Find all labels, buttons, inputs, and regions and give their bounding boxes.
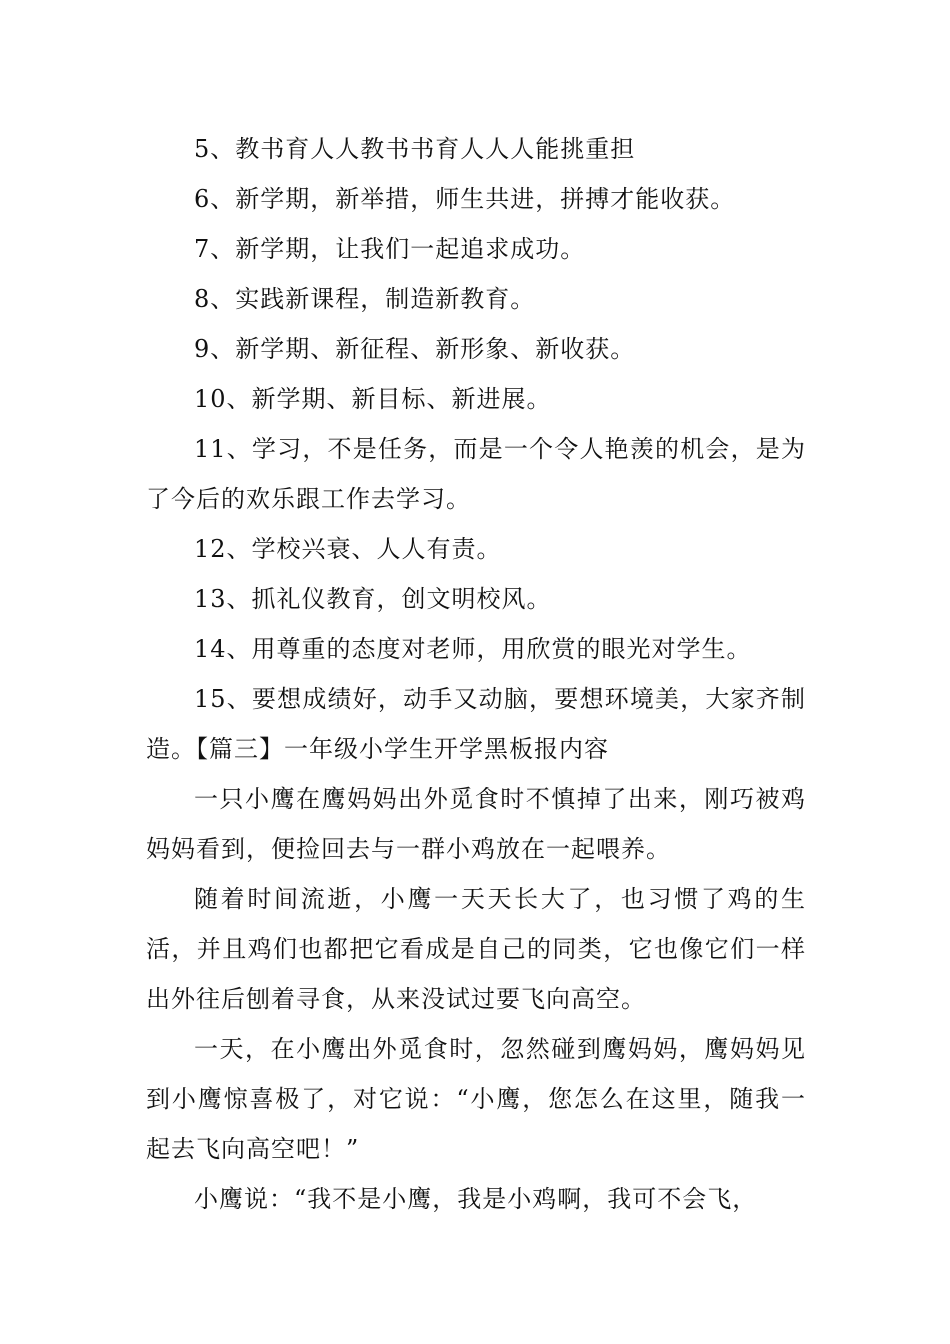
story-paragraph-2: 随着时间流逝，小鹰一天天长大了，也习惯了鸡的生活，并且鸡们也都把它看成是自己的同类，它也像它们一样出外往后刨着寻食，从来没试过要飞向高空。 (146, 885, 806, 1013)
story-paragraph-1: 一只小鹰在鹰妈妈出外觅食时不慎掉了出来，刚巧被鸡妈妈看到，便捡回去与一群小鸡放在一起喂养。 (146, 785, 806, 863)
paragraph-slogan-6: 6、新学期，新举措，师生共进，拼搏才能收获。 (194, 185, 736, 213)
paragraph-slogan-12: 12、学校兴衰、人人有责。 (194, 535, 502, 563)
paragraph-slogan-15-and-section-title: 15、要想成绩好，动手又动脑，要想环境美，大家齐制造。【篇三】一年级小学生开学黑板报内容 (146, 685, 806, 763)
paragraph-slogan-13: 13、抓礼仪教育，创文明校风。 (194, 585, 552, 613)
paragraph-slogan-10: 10、新学期、新目标、新进展。 (194, 385, 552, 413)
story-paragraph-4: 小鹰说：“我不是小鹰，我是小鸡啊，我可不会飞， (194, 1185, 758, 1213)
document-page (146, 124, 806, 1224)
paragraph-slogan-9: 9、新学期、新征程、新形象、新收获。 (194, 335, 636, 363)
paragraph-slogan-7: 7、新学期，让我们一起追求成功。 (194, 235, 586, 263)
story-paragraph-3: 一天，在小鹰出外觅食时，忽然碰到鹰妈妈，鹰妈妈见到小鹰惊喜极了，对它说：“小鹰，您怎么在这里，随我一起去飞向高空吧！” (146, 1035, 806, 1163)
paragraph-slogan-14: 14、用尊重的态度对老师，用欣赏的眼光对学生。 (194, 635, 752, 663)
paragraph-slogan-11: 11、学习，不是任务，而是一个令人艳羡的机会，是为了今后的欢乐跟工作去学习。 (146, 435, 806, 513)
paragraph-slogan-5: 5、教书育人人教书书育人人人能挑重担 (194, 135, 636, 163)
paragraph-slogan-8: 8、实践新课程，制造新教育。 (194, 285, 536, 313)
